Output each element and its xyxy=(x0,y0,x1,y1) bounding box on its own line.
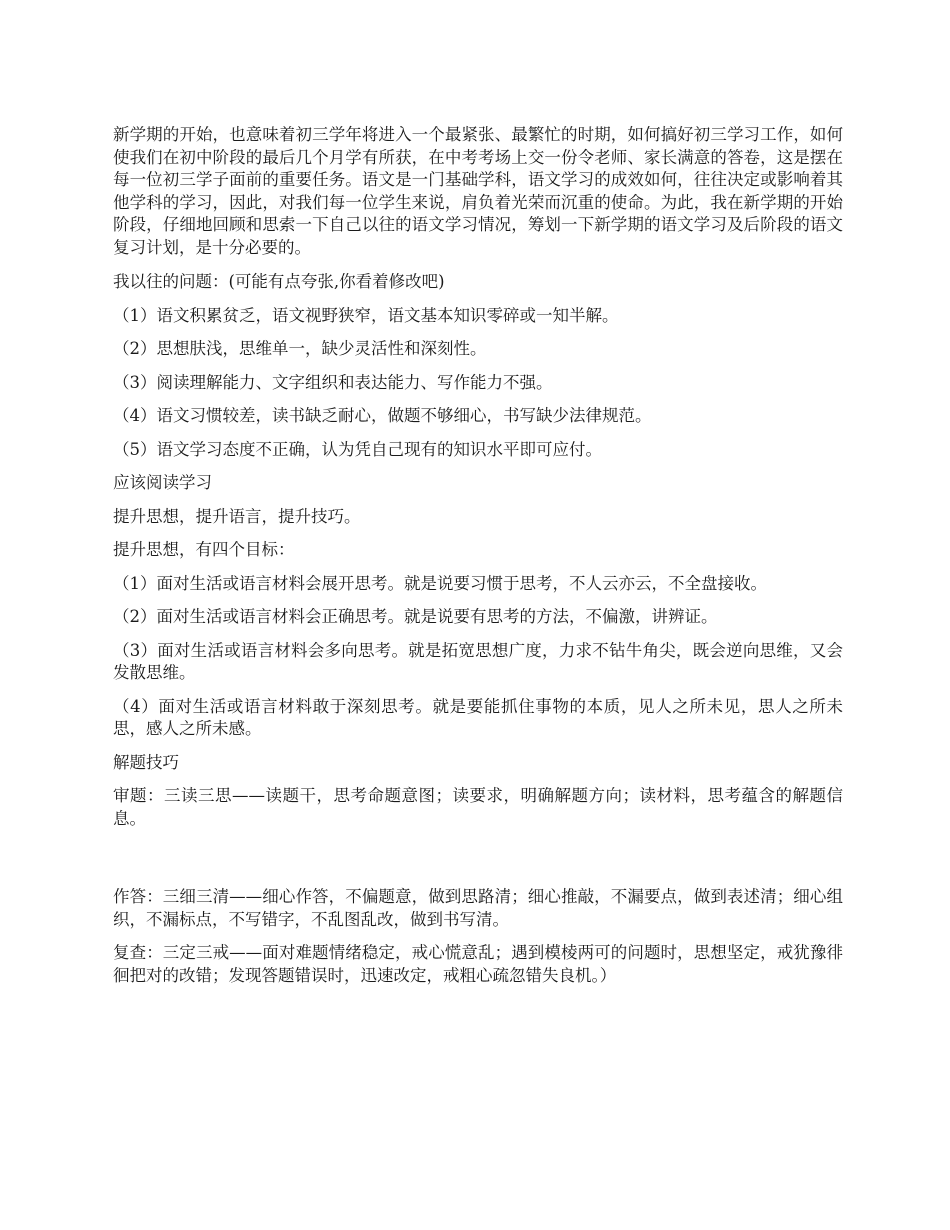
problem-item-2: （2）思想肤浅，思维单一，缺少灵活性和深刻性。 xyxy=(113,339,487,358)
tip-review-question: 审题：三读三思——读题干，思考命题意图；读要求，明确解题方向；读材料，思考蕴含的解题信息。 xyxy=(113,786,843,828)
problem-item-5: （5）语文学习态度不正确，认为凭自己现有的知识水平即可应付。 xyxy=(113,439,602,459)
problems-heading: 我以往的问题：(可能有点夸张,你看着修改吧) xyxy=(113,272,445,291)
goal-item-3: （3）面对生活或语言材料会多向思考。就是拓宽思想广度，力求不钻牛角尖，既会逆向思维，又会发散思维。 xyxy=(113,640,843,682)
tips-heading: 解题技巧 xyxy=(113,752,179,772)
document-body xyxy=(113,124,843,998)
reading-heading: 应该阅读学习 xyxy=(113,473,212,492)
goals-heading: 提升思想，有四个目标： xyxy=(113,540,295,559)
intro-paragraph: 新学期的开始，也意味着初三学年将进入一个最紧张、最繁忙的时期，如何搞好初三学习工作，如何使我们在初中阶段的最后几个月学有所获，在中考考场上交一份令老师、家长满意的答卷，这是摆在每一位初三学子面前的重要任务。语文是一门基础学科，语文学习的成效如何，往往决定或影响着其他学科的学习，因此，对我们每一位学生来说，肩负着光荣而沉重的使命。为此，我在新学期的开始阶段，仔细地回顾和思索一下自己以往的语文学习情况，筹划一下新学期的语文学习及后阶段的语文复习计划，是十分必要的。 xyxy=(113,125,843,257)
problem-item-1: （1）语文积累贫乏，语文视野狭窄，语文基本知识零碎或一知半解。 xyxy=(113,305,619,325)
goal-item-2: （2）面对生活或语言材料会正确思考。就是说要有思考的方法，不偏激，讲辨证。 xyxy=(113,607,718,626)
goal-item-1: （1）面对生活或语言材料会展开思考。就是说要习惯于思考，不人云亦云，不全盘接收。 xyxy=(113,573,767,593)
goal-item-4: （4）面对生活或语言材料敢于深刻思考。就是要能抓住事物的本质，见人之所未见，思人之所未思，感人之所未感。 xyxy=(113,696,843,738)
problem-item-4: （4）语文习惯较差，读书缺乏耐心，做题不够细心，书写缺少法律规范。 xyxy=(113,406,652,425)
tip-answer: 作答：三细三清——细心作答，不偏题意，做到思路清；细心推敲，不漏要点，做到表述清；细心组织，不漏标点，不写错字，不乱图乱改，做到书写清。 xyxy=(113,887,843,929)
improve-summary: 提升思想，提升语言，提升技巧。 xyxy=(113,506,361,526)
tip-recheck: 复查：三定三戒——面对难题情绪稳定，戒心慌意乱；遇到模棱两可的问题时，思想坚定，戒犹豫徘徊把对的改错；发现答题错误时，迅速改定，戒粗心疏忽错失良机。） xyxy=(113,943,843,985)
problem-item-3: （3）阅读理解能力、文字组织和表达能力、写作能力不强。 xyxy=(113,372,553,392)
